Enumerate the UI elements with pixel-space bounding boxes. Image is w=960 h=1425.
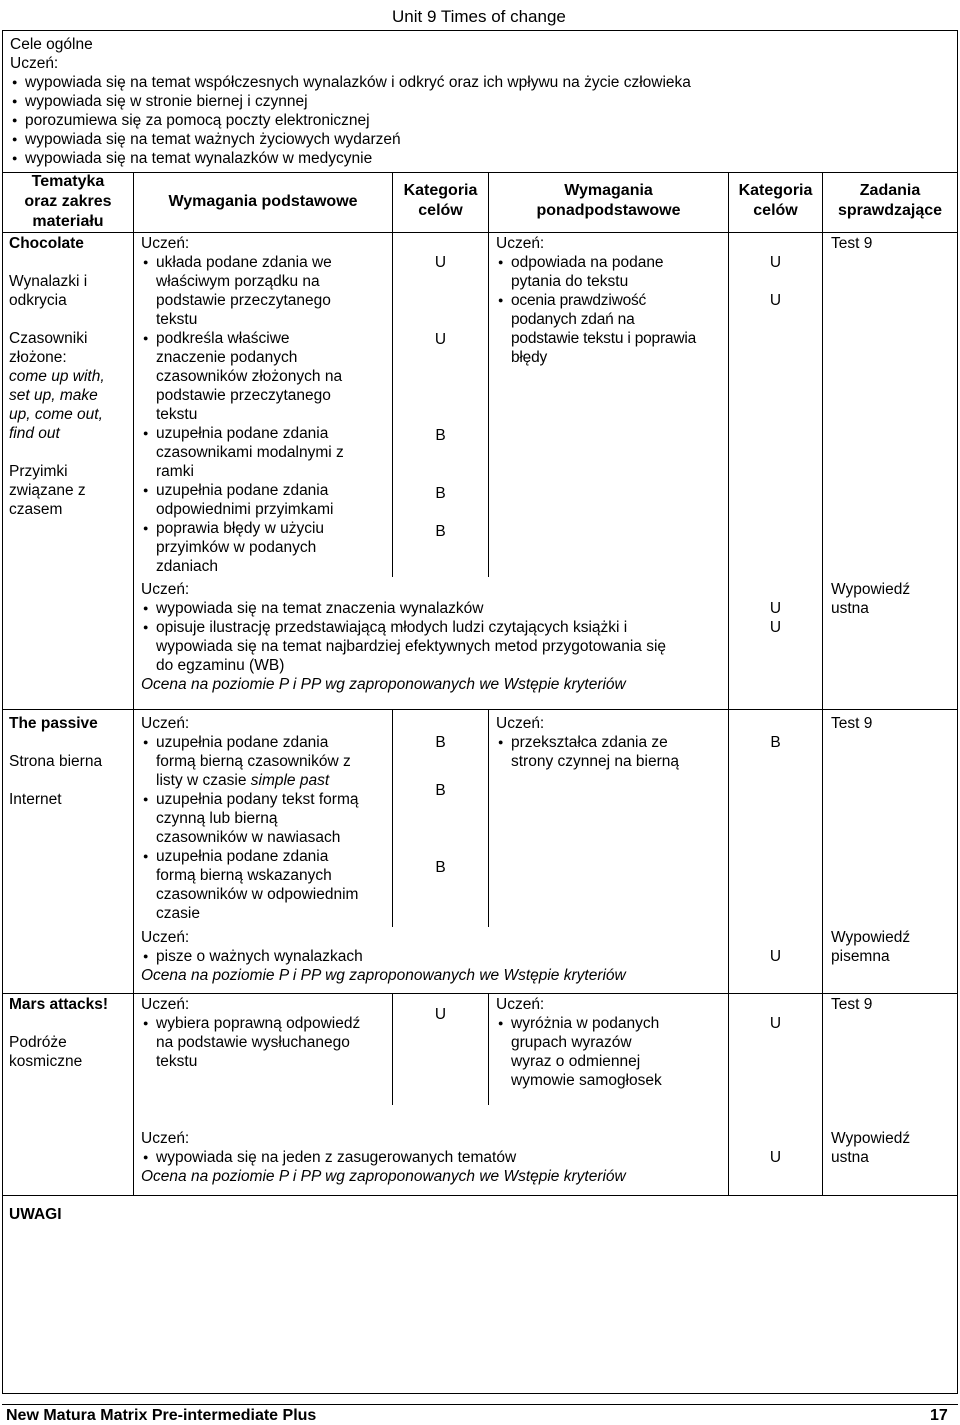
section3-basic bbox=[141, 995, 391, 1071]
section1-speaking-category bbox=[729, 599, 822, 637]
list-item: ● wypowiada się na temat wynalazków w medycynie bbox=[10, 149, 940, 168]
section2-topic: The passive Strona bierna Internet bbox=[9, 714, 131, 809]
student-label: Uczeń: bbox=[141, 1130, 190, 1147]
section3-advanced bbox=[496, 995, 726, 1090]
student-label: Uczeń: bbox=[141, 715, 190, 732]
table-border-top bbox=[2, 30, 958, 31]
list-item: ● uzupełnia podane zdania czasownikami modalnymi z ramki bbox=[141, 424, 391, 481]
section2-task: Test 9 bbox=[831, 715, 873, 732]
list-item: ● odpowiada na podane pytania do tekstu bbox=[496, 253, 726, 291]
header-category-2: Kategoria celów bbox=[738, 182, 813, 219]
list-item: ● opisuje ilustrację przedstawiającą młodych ludzi czytających książki i wypowiada się na temat najbardziej efektywnych metod przygotowania się do egzaminu (WB) bbox=[141, 618, 726, 675]
student-label: Uczeń: bbox=[141, 996, 190, 1013]
section1-speaking bbox=[141, 580, 726, 694]
divider bbox=[133, 172, 134, 1195]
section3-task: Test 9 bbox=[831, 996, 873, 1013]
header-advanced: Wymagania ponadpodstawowe bbox=[536, 182, 681, 219]
divider bbox=[2, 1195, 958, 1196]
category-value: B bbox=[435, 859, 446, 876]
footer-rule bbox=[2, 1404, 958, 1405]
category-value: B bbox=[435, 485, 446, 502]
section1-advanced bbox=[496, 234, 726, 367]
section2-writing-task: Wypowiedź pisemna bbox=[831, 929, 911, 965]
list-item: ● układa podane zdania we właściwym porządku na podstawie przeczytanego tekstu bbox=[141, 253, 391, 329]
section3-speaking bbox=[141, 1129, 726, 1186]
divider bbox=[2, 709, 958, 710]
section1-category-2 bbox=[729, 253, 822, 309]
list-item: ● uzupełnia podane zdania formą bierną czasowników z listy w czasie simple past bbox=[141, 733, 391, 790]
header-tasks: Zadania sprawdzające bbox=[837, 182, 943, 219]
category-value: B bbox=[435, 782, 446, 799]
category-value: U bbox=[769, 254, 782, 271]
section1-task: Test 9 bbox=[831, 235, 873, 252]
category-value: U bbox=[434, 254, 447, 271]
table-border-bottom bbox=[2, 1393, 958, 1394]
list-item: ● wypowiada się w stronie biernej i czynnej bbox=[10, 92, 940, 111]
list-item: ● wyróżnia w podanych grupach wyrazów wyraz o odmiennej wymowie samogłosek bbox=[496, 1014, 726, 1090]
list-item: ● wypowiada się na temat ważnych życiowych wydarzeń bbox=[10, 130, 940, 149]
student-label: Uczeń: bbox=[141, 929, 190, 946]
list-item: ● uzupełnia podany tekst formą czynną lub bierną czasowników w nawiasach bbox=[141, 790, 391, 847]
list-item: ● poprawia błędy w użyciu przyimków w podanych zdaniach bbox=[141, 519, 391, 576]
section1-category-1 bbox=[393, 253, 488, 540]
category-value: U bbox=[769, 619, 782, 636]
table-border-right bbox=[957, 30, 958, 1394]
page-number: 17 bbox=[930, 1407, 948, 1424]
section2-advanced bbox=[496, 714, 726, 771]
list-item: ● wybiera poprawną odpowiedź na podstawie wysłuchanego tekstu bbox=[141, 1014, 391, 1071]
section1-topic: Chocolate Wynalazki i odkrycia Czasowniki złożone: come up with, set up, make up, come out, find out Przyimki związane z czasem bbox=[9, 234, 131, 519]
section2-writing-category: U bbox=[769, 948, 782, 965]
list-item: ● porozumiewa się za pomocą poczty elektronicznej bbox=[10, 111, 940, 130]
student-label: Uczeń: bbox=[141, 581, 190, 598]
topic-title: Mars attacks! bbox=[9, 996, 109, 1013]
general-goals bbox=[10, 35, 940, 168]
category-value: B bbox=[435, 427, 446, 444]
header-category-1: Kategoria celów bbox=[403, 182, 478, 219]
list-item: ● wypowiada się na temat znaczenia wynalazków bbox=[141, 599, 726, 618]
list-item: ● ocenia prawdziwość podanych zdań na podstawie tekstu i poprawia błędy bbox=[496, 291, 726, 367]
goals-list bbox=[10, 73, 940, 168]
divider bbox=[2, 172, 958, 173]
section2-category-2: B bbox=[770, 734, 781, 751]
list-item: ● pisze o ważnych wynalazkach bbox=[141, 947, 726, 966]
topic-title: Chocolate bbox=[9, 235, 84, 252]
header-basic: Wymagania podstawowe bbox=[168, 193, 358, 210]
section3-topic: Mars attacks! Podróże kosmiczne bbox=[9, 995, 131, 1071]
section3-category-2: U bbox=[769, 1015, 782, 1032]
student-label: Uczeń: bbox=[496, 715, 545, 732]
student-label: Uczeń: bbox=[141, 235, 190, 252]
list-item: ● wypowiada się na temat współczesnych wynalazków i odkryć oraz ich wpływu na życie człowieka bbox=[10, 73, 940, 92]
assessment-note: Ocena na poziomie P i PP wg zaproponowanych we Wstępie kryteriów bbox=[141, 676, 626, 693]
divider bbox=[392, 172, 393, 577]
section1-speaking-task: Wypowiedź ustna bbox=[831, 581, 911, 617]
header-topic: Tematyka oraz zakres materiału bbox=[24, 173, 112, 230]
assessment-note: Ocena na poziomie P i PP wg zaproponowanych we Wstępie kryteriów bbox=[141, 1168, 626, 1185]
list-item: ● wypowiada się na jeden z zasugerowanych tematów bbox=[141, 1148, 726, 1167]
topic-title: The passive bbox=[9, 715, 98, 732]
table-border-left bbox=[2, 30, 3, 1394]
category-value: B bbox=[435, 734, 446, 751]
goals-heading: Cele ogólne bbox=[10, 36, 93, 53]
section3-speaking-category: U bbox=[769, 1149, 782, 1166]
divider bbox=[488, 172, 489, 577]
remarks-label: UWAGI bbox=[9, 1206, 62, 1223]
divider bbox=[488, 709, 489, 927]
list-item: ● uzupełnia podane zdania odpowiednimi przyimkami bbox=[141, 481, 391, 519]
list-item: ● przekształca zdania ze strony czynnej na bierną bbox=[496, 733, 726, 771]
section2-category-1 bbox=[393, 733, 488, 876]
section3-speaking-task: Wypowiedź ustna bbox=[831, 1130, 911, 1166]
category-value: U bbox=[769, 292, 782, 309]
divider bbox=[488, 993, 489, 1105]
unit-title: Unit 9 Times of change bbox=[392, 7, 566, 26]
category-value: B bbox=[435, 523, 446, 540]
list-item: ● uzupełnia podane zdania formą bierną wskazanych czasowników w odpowiednim czasie bbox=[141, 847, 391, 923]
category-value: U bbox=[434, 331, 447, 348]
list-item: ● podkreśla właściwe znaczenie podanych czasowników złożonych na podstawie przeczytanego tekstu bbox=[141, 329, 391, 424]
goals-student: Uczeń: bbox=[10, 55, 59, 72]
category-value: U bbox=[769, 600, 782, 617]
section1-basic bbox=[141, 234, 391, 576]
section3-category-1: U bbox=[434, 1006, 447, 1023]
divider bbox=[2, 232, 958, 233]
assessment-note: Ocena na poziomie P i PP wg zaproponowanych we Wstępie kryteriów bbox=[141, 967, 626, 984]
section2-basic bbox=[141, 714, 391, 923]
divider bbox=[728, 172, 729, 1195]
divider bbox=[2, 993, 958, 994]
divider bbox=[822, 172, 823, 1195]
section2-writing bbox=[141, 928, 726, 985]
student-label: Uczeń: bbox=[496, 996, 545, 1013]
student-label: Uczeń: bbox=[496, 235, 545, 252]
footer-book-title: New Matura Matrix Pre-intermediate Plus bbox=[6, 1407, 317, 1424]
